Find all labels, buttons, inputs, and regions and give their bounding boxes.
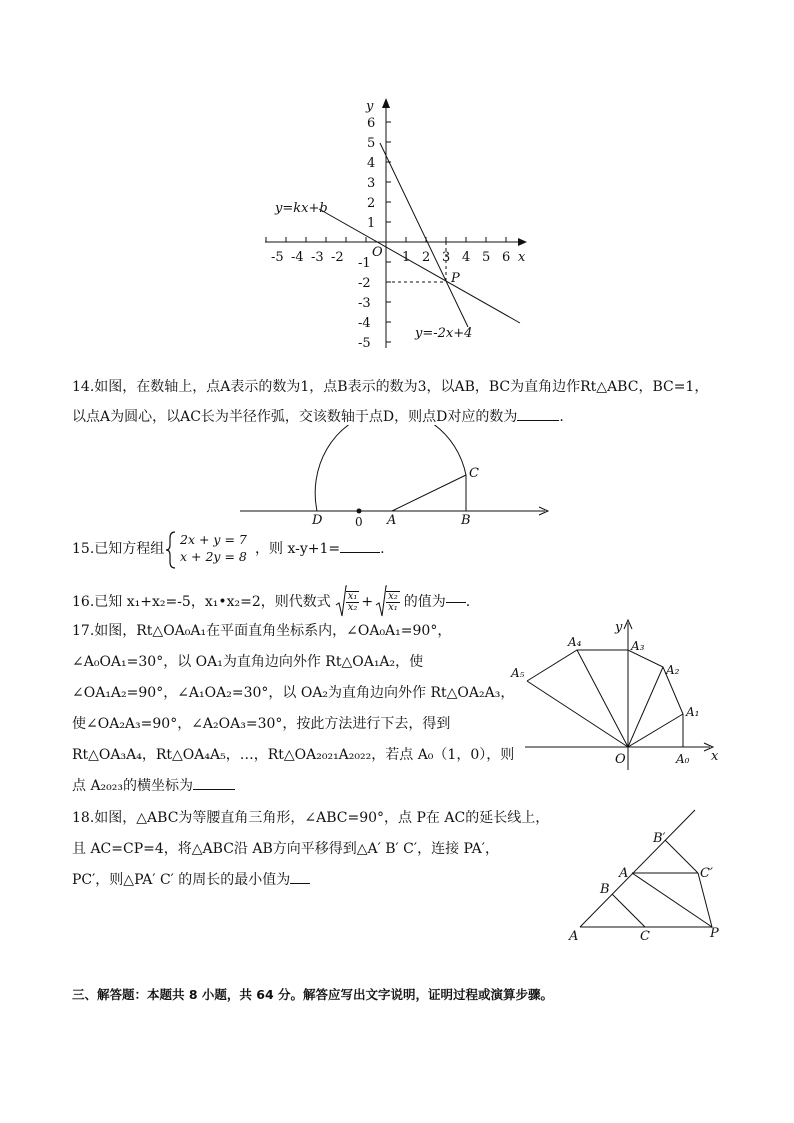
q15-line xyxy=(72,542,164,556)
label-c: C xyxy=(469,466,479,481)
label-c-prime: C′ xyxy=(700,866,713,881)
x-tick-label: 2 xyxy=(422,250,431,265)
label-c: C xyxy=(640,929,650,944)
x-tick-label: -2 xyxy=(331,250,344,265)
q17-line3: ∠OA₁A₂=90°，∠A₁OA₂=30°，以 OA₂为直角边向外作 Rt△OA₂A₃， xyxy=(72,685,515,701)
q16-frac-1 xyxy=(346,591,360,614)
q15-tail xyxy=(255,542,385,556)
line-label-kx-b: y=kx+b xyxy=(275,201,328,216)
q17-line6-text: 点 A₂₀₂₃的横坐标为 xyxy=(72,778,194,794)
y-axis-arrow-icon xyxy=(382,98,390,108)
q16-sqrt-1 xyxy=(335,585,360,619)
q15-prefix: 15.已知方程组 xyxy=(72,541,165,557)
q17-line6 xyxy=(72,779,235,793)
y-tick-label: 5 xyxy=(367,136,376,151)
q14-figure xyxy=(240,425,560,530)
line-minus-2x-plus-4 xyxy=(380,143,471,327)
x-tick-label: -4 xyxy=(291,250,304,265)
q17-figure xyxy=(505,615,725,775)
q17-line5: Rt△OA₃A₄，Rt△OA₄A₅，…，Rt△OA₂₀₂₁A₂₀₂₂，若点 A₀（1，0），则 xyxy=(72,747,515,763)
label-d: D xyxy=(312,513,323,528)
x-axis-arrow-icon xyxy=(518,238,527,246)
y-tick-label: -2 xyxy=(358,276,371,291)
line-label-minus-2x: y=-2x+4 xyxy=(415,326,473,341)
zero-dot xyxy=(357,509,362,514)
frac2-num: x₂ xyxy=(388,590,398,602)
x-tick-label: 6 xyxy=(502,250,511,265)
q16-prefix: 16.已知 x₁+x₂=-5，x₁•x₂=2，则代数式 xyxy=(72,594,331,610)
x-axis-label: x xyxy=(518,250,526,265)
label-a-prime: A xyxy=(619,866,629,881)
q16-frac-2 xyxy=(386,591,400,614)
label-b-prime: B′ xyxy=(653,831,666,846)
q17-line1: 17.如图，Rt△OA₀A₁在平面直角坐标系内，∠OA₀A₁=90°， xyxy=(72,623,452,639)
label-a4: A₄ xyxy=(568,635,582,649)
q16-line xyxy=(72,585,470,619)
frac1-den: x₂ xyxy=(347,602,358,613)
label-b: B xyxy=(461,513,471,528)
y-tick-label: 1 xyxy=(367,216,376,231)
q18-answer-blank xyxy=(290,883,310,884)
label-a0: A₀ xyxy=(676,752,690,766)
q15-end: . xyxy=(380,541,385,557)
label-p: P xyxy=(710,926,719,941)
ray-oa5 xyxy=(527,681,628,747)
origin-label: O xyxy=(372,245,383,260)
y-tick-label: 4 xyxy=(367,156,376,171)
label-a1: A₁ xyxy=(686,705,700,719)
segment-bc xyxy=(612,894,645,927)
x-tick-label: -5 xyxy=(271,250,284,265)
q15-suffix: ，则 x-y+1= xyxy=(255,541,341,557)
q18-line2: 且 AC=CP=4，将△ABC沿 AB方向平移得到△A′ B′ C′，连接 PA′， xyxy=(72,841,499,857)
q14-end: . xyxy=(559,409,564,425)
label-a3: A₃ xyxy=(631,639,645,653)
q16-plus: + xyxy=(361,594,374,610)
segment-b1c1 xyxy=(665,840,698,873)
label-b: B xyxy=(600,882,610,897)
arc-d-to-c xyxy=(315,425,466,511)
y-tick-label: -5 xyxy=(358,336,371,351)
frac2-den: x₁ xyxy=(388,602,398,613)
q16-suffix: 的值为 xyxy=(403,594,446,610)
label-a: A xyxy=(569,929,579,944)
q14-line2-text: 以点A为圆心，以AC长为半径作弧，交该数轴于点D，则点D对应的数为 xyxy=(72,409,518,425)
q17-answer-blank xyxy=(193,789,235,790)
section-3-heading: 三、解答题：本题共 8 小题，共 64 分。解答应写出文字说明，证明过程或演算步骤。 xyxy=(72,987,554,1002)
label-a2: A₂ xyxy=(666,663,680,677)
ray-oa4 xyxy=(577,650,628,747)
y-tick-label: 3 xyxy=(367,176,376,191)
q16-sqrt-2 xyxy=(375,585,400,619)
y-tick-label: -1 xyxy=(358,256,371,271)
y-tick-label: 2 xyxy=(367,196,376,211)
ray-oa2 xyxy=(628,667,663,747)
q15-eq2: x + 2y = 8 xyxy=(180,549,247,564)
q14-line2 xyxy=(72,410,564,424)
q18-line3 xyxy=(72,873,310,887)
q14-line1: 14.如图，在数轴上，点A表示的数为1，点B表示的数为3，以AB，BC为直角边作Rt△ABC，BC=1， xyxy=(72,379,709,395)
q15-eq1: 2x + y = 7 xyxy=(180,532,247,547)
x-tick-label: -3 xyxy=(311,250,324,265)
q15-brace xyxy=(165,530,177,570)
ray-ab xyxy=(580,810,695,927)
y-tick-label: -3 xyxy=(358,296,371,311)
frac1-num: x₁ xyxy=(347,590,358,602)
y-axis-label: y xyxy=(366,99,374,114)
q17-line2: ∠A₀OA₁=30°，以 OA₁为直角边向外作 Rt△OA₁A₂，使 xyxy=(72,654,424,670)
q15-answer-blank xyxy=(340,552,380,553)
q15-system xyxy=(180,531,247,565)
x-tick-label: 3 xyxy=(442,250,451,265)
y-tick-label: -4 xyxy=(358,316,371,331)
segment-ac xyxy=(392,475,466,511)
q18-line3-text: PC′，则△PA′ C′ 的周长的最小值为 xyxy=(72,872,291,888)
q16-answer-blank xyxy=(446,602,466,603)
label-y: y xyxy=(615,620,623,635)
x-tick-label: 1 xyxy=(402,250,411,265)
brace-icon xyxy=(166,532,175,568)
x-tick-label: 4 xyxy=(462,250,471,265)
q13-graph xyxy=(255,90,545,360)
q18-line1: 18.如图，△ABC为等腰直角三角形，∠ABC=90°，点 P在 AC的延长线上， xyxy=(72,810,550,826)
label-a5: A₅ xyxy=(511,666,525,680)
ray-oa1 xyxy=(628,714,683,747)
label-x: x xyxy=(711,749,719,764)
y-tick-label: 6 xyxy=(367,116,376,131)
q14-answer-blank xyxy=(517,420,559,421)
label-zero: 0 xyxy=(355,515,363,529)
label-o: O xyxy=(615,752,626,767)
x-tick-label: 5 xyxy=(482,250,491,265)
point-p-label: P xyxy=(451,271,460,286)
q17-line4: 使∠OA₂A₃=90°，∠A₂OA₃=30°，按此方法进行下去，得到 xyxy=(72,716,451,732)
label-a: A xyxy=(387,513,397,528)
q18-figure xyxy=(560,805,730,945)
q16-end: . xyxy=(465,594,471,610)
